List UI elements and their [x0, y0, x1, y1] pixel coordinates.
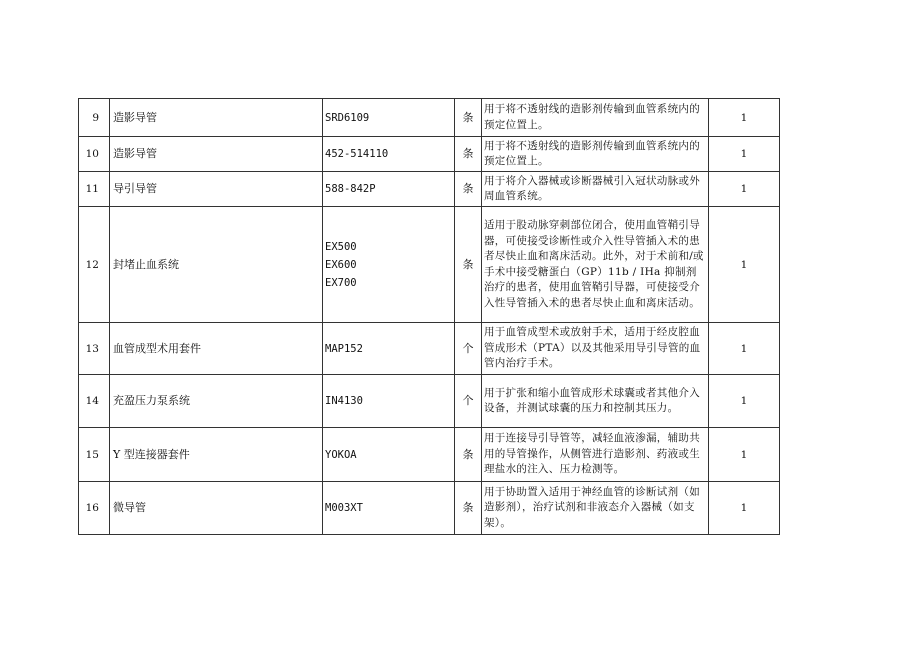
item-name: 血管成型术用套件 — [110, 323, 323, 375]
unit-cell: 条 — [455, 172, 482, 207]
unit-cell: 个 — [455, 323, 482, 375]
quantity-cell: 1 — [709, 137, 780, 172]
item-name: 造影导管 — [110, 99, 323, 137]
item-name: 微导管 — [110, 482, 323, 535]
item-name: 充盈压力泵系统 — [110, 375, 323, 428]
quantity-cell: 1 — [709, 207, 780, 323]
model-number: EX700 — [325, 276, 357, 289]
row-number: 14 — [79, 375, 110, 428]
quantity-cell: 1 — [709, 482, 780, 535]
row-number: 9 — [79, 99, 110, 137]
model-number: IN4130 — [325, 395, 363, 407]
unit-cell: 条 — [455, 137, 482, 172]
model-cell — [323, 172, 455, 207]
model-cell — [323, 428, 455, 482]
model-cell — [323, 375, 455, 428]
table-row — [79, 375, 780, 428]
row-number: 10 — [79, 137, 110, 172]
description-cell: 用于将不透射线的造影剂传输到血管系统内的预定位置上。 — [482, 99, 709, 137]
equipment-table — [78, 98, 780, 535]
unit-cell: 条 — [455, 99, 482, 137]
description-cell: 用于连接导引导管等，减轻血液渗漏，辅助共用的导管操作，从侧管进行造影剂、药液或生理盐水的注入、压力检测等。 — [482, 428, 709, 482]
description-cell: 用于将不透射线的造影剂传输到血管系统内的预定位置上。 — [482, 137, 709, 172]
table-row — [79, 99, 780, 137]
quantity-cell: 1 — [709, 323, 780, 375]
model-number: M003XT — [325, 502, 363, 514]
description-cell: 用于协助置入适用于神经血管的诊断试剂（如造影剂），治疗试剂和非液态介入器械（如支架）。 — [482, 482, 709, 535]
quantity-cell: 1 — [709, 428, 780, 482]
item-name: 造影导管 — [110, 137, 323, 172]
quantity-cell: 1 — [709, 172, 780, 207]
unit-cell: 条 — [455, 207, 482, 323]
table-row — [79, 207, 780, 323]
model-number: 452-514110 — [325, 148, 389, 160]
model-number: MAP152 — [325, 342, 363, 355]
table-row — [79, 428, 780, 482]
row-number: 13 — [79, 323, 110, 375]
quantity-cell: 1 — [709, 99, 780, 137]
model-cell — [323, 99, 455, 137]
unit-cell: 条 — [455, 482, 482, 535]
model-number: 588-842P — [325, 183, 376, 195]
description-cell: 用于将介入器械或诊断器械引入冠状动脉或外周血管系统。 — [482, 172, 709, 207]
item-name: 封堵止血系统 — [110, 207, 323, 323]
table-row — [79, 137, 780, 172]
description-cell: 用于扩张和缩小血管成形术球囊或者其他介入设备，并测试球囊的压力和控制其压力。 — [482, 375, 709, 428]
model-number: EX500 — [325, 240, 357, 253]
model-cell — [323, 482, 455, 535]
model-cell — [323, 207, 455, 323]
row-number: 16 — [79, 482, 110, 535]
description-cell: 适用于股动脉穿刺部位闭合，使用血管鞘引导器，可使接受诊断性或介入性导管插入术的患者尽快止血和离床活动。此外，对于术前和/或手术中接受糖蛋白（GP）11b / IHa 抑制剂治疗的患者，使用血管鞘引导器，可使接受介入性导管插入术的患者尽快止血和离床活动。 — [482, 207, 709, 323]
unit-cell: 条 — [455, 428, 482, 482]
model-cell — [323, 137, 455, 172]
table-row — [79, 172, 780, 207]
model-cell — [323, 323, 455, 375]
row-number: 11 — [79, 172, 110, 207]
table-row — [79, 482, 780, 535]
item-name: 导引导管 — [110, 172, 323, 207]
quantity-cell: 1 — [709, 375, 780, 428]
model-number: YOKOA — [325, 448, 357, 461]
row-number: 15 — [79, 428, 110, 482]
model-number: SRD6109 — [325, 111, 370, 124]
unit-cell: 个 — [455, 375, 482, 428]
table-row — [79, 323, 780, 375]
row-number: 12 — [79, 207, 110, 323]
description-cell: 用于血管成型术或放射手术，适用于经皮腔血管成形术（PTA）以及其他采用导引导管的血管内治疗手术。 — [482, 323, 709, 375]
model-number: EX600 — [325, 258, 357, 271]
item-name: Y 型连接器套件 — [110, 428, 323, 482]
